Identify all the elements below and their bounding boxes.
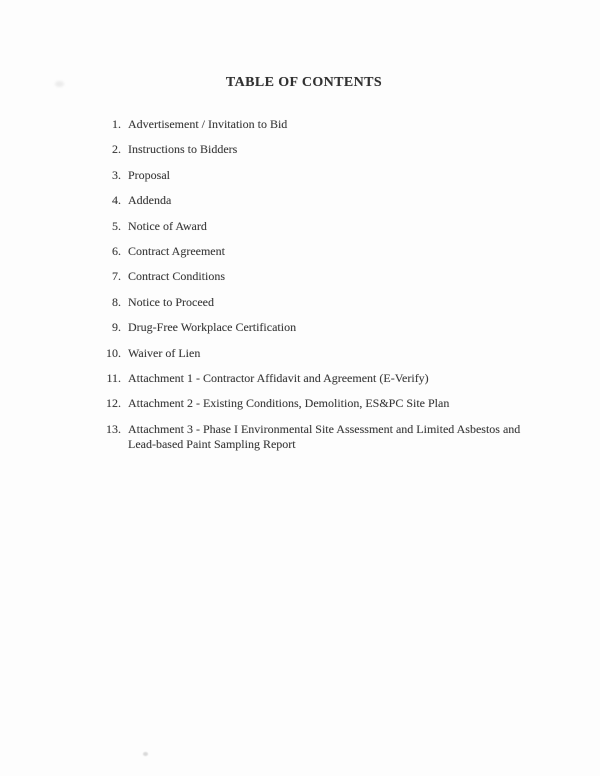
toc-item	[100, 168, 600, 183]
toc-item-number: 2.	[112, 142, 121, 157]
toc-item	[100, 422, 600, 453]
toc-item-number: 13.	[106, 421, 121, 436]
toc-item-number: 7.	[112, 269, 121, 284]
toc-item-number: 12.	[106, 396, 121, 411]
toc-item-label: Notice of Award	[128, 218, 207, 233]
toc-item	[100, 371, 600, 386]
toc-item	[100, 219, 600, 234]
toc-item-label: Notice to Proceed	[128, 294, 214, 309]
toc-item-number: 1.	[112, 117, 121, 131]
toc-item-label: Attachment 1 - Contractor Affidavit and Agreement (E-Verify)	[128, 371, 429, 386]
toc-list	[0, 117, 600, 453]
toc-item-number: 10.	[106, 345, 121, 360]
toc-item-label: Waiver of Lien	[128, 345, 201, 360]
toc-item	[100, 396, 600, 411]
toc-item-label: Advertisement / Invitation to Bid	[128, 117, 288, 131]
toc-item	[100, 244, 600, 259]
toc-item	[100, 346, 600, 361]
toc-item-number: 3.	[112, 167, 121, 182]
toc-item-number: 9.	[112, 320, 121, 335]
toc-item-label: Attachment 3 - Phase I Environmental Site Assessment and Limited Asbestos and Lead-based Paint Sampling Report	[128, 421, 521, 452]
toc-item	[100, 142, 600, 157]
toc-item-number: 6.	[112, 244, 121, 259]
toc-item-label: Proposal	[128, 167, 170, 182]
toc-item	[100, 295, 600, 310]
toc-item-label: Contract Conditions	[128, 269, 225, 284]
toc-item	[100, 320, 600, 335]
toc-item-label: Instructions to Bidders	[128, 142, 238, 157]
toc-item-number: 8.	[112, 294, 121, 309]
toc-item	[100, 269, 600, 284]
toc-item-label: Attachment 2 - Existing Conditions, Demolition, ES&PC Site Plan	[128, 396, 450, 411]
page-title: TABLE OF CONTENTS	[225, 75, 383, 90]
toc-item-number: 5.	[112, 218, 121, 233]
toc-item-label: Addenda	[128, 193, 172, 208]
toc-item-label: Drug-Free Workplace Certification	[128, 320, 297, 335]
toc-item	[100, 193, 600, 208]
toc-item-number: 11.	[106, 371, 121, 386]
toc-item	[100, 117, 600, 132]
toc-item-number: 4.	[112, 193, 121, 208]
toc-item-label: Contract Agreement	[128, 244, 225, 259]
scan-speck-bottom	[143, 752, 148, 756]
